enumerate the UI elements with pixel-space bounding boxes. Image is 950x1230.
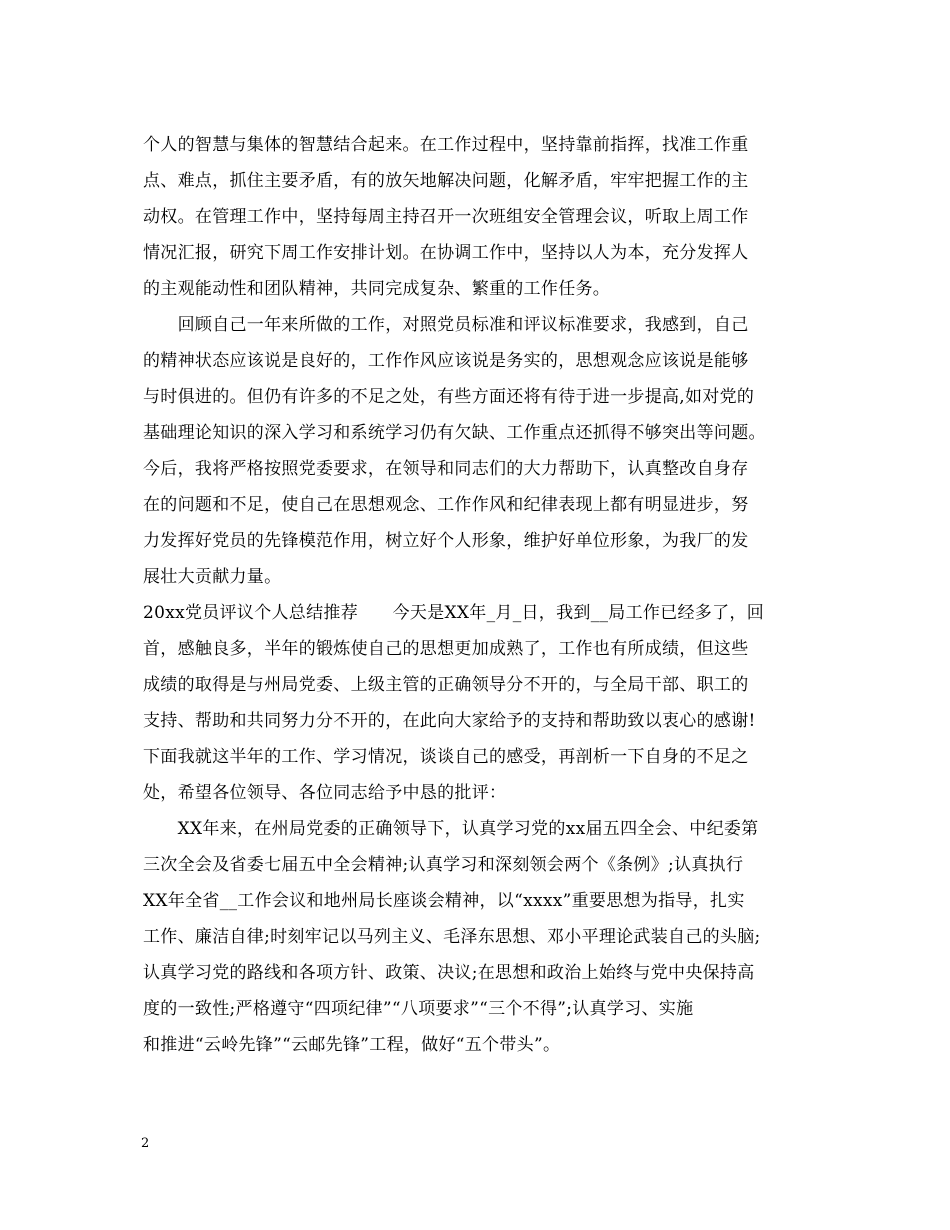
text-line: 处，希望各位领导、各位同志给予中恳的批评： xyxy=(143,783,507,803)
text-line: 点、难点，抓住主要矛盾，有的放矢地解决问题，化解矛盾，牢牢把握工作的主 xyxy=(143,171,749,191)
body-text xyxy=(143,127,808,1063)
text-line: 三次全会及省委七届五中全会精神;认真学习和深刻领会两个《条例》;认真执行 xyxy=(143,855,744,875)
text-line: 工作、廉洁自律;时刻牢记以马列主义、毛泽东思想、邓小平理论武装自己的头脑; xyxy=(143,927,761,947)
text-line: 20xx党员评议个人总结推荐 今天是XX年_月_日，我到__局工作已经多了，回 xyxy=(143,603,765,623)
text-line: 今后，我将严格按照党委要求，在领导和同志们的大力帮助下，认真整改自身存 xyxy=(143,459,749,479)
text-line: 个人的智慧与集体的智慧结合起来。在工作过程中，坚持靠前指挥，找准工作重 xyxy=(143,135,749,155)
text-line: 动权。在管理工作中，坚持每周主持召开一次班组安全管理会议，听取上周工作 xyxy=(143,207,749,227)
text-line: 展壮大贡献力量。 xyxy=(143,567,282,587)
text-line: 成绩的取得是与州局党委、上级主管的正确领导分不开的，与全局干部、职工的 xyxy=(143,675,749,695)
text-line: 和推进“云岭先锋”“云邮先锋”工程，做好“五个带头”。 xyxy=(143,1035,561,1055)
text-line: 回顾自己一年来所做的工作，对照党员标准和评议标准要求，我感到，自己 xyxy=(143,315,749,335)
text-line: 的精神状态应该说是良好的，工作作风应该说是务实的，思想观念应该说是能够 xyxy=(143,351,749,371)
text-line: 认真学习党的路线和各项方针、政策、决议;在思想和政治上始终与党中央保持高 xyxy=(143,963,755,983)
text-line: 度的一致性;严格遵守“四项纪律”“八项要求”“三个不得”;认真学习、实施 xyxy=(143,999,694,1019)
text-line: 的主观能动性和团队精神，共同完成复杂、繁重的工作任务。 xyxy=(143,279,611,299)
text-line: XX年来，在州局党委的正确领导下，认真学习党的xx届五四全会、中纪委第 xyxy=(143,819,759,839)
text-line: 支持、帮助和共同努力分不开的，在此向大家给予的支持和帮助致以衷心的感谢! xyxy=(143,711,756,731)
text-line: 情况汇报，研究下周工作安排计划。在协调工作中，坚持以人为本，充分发挥人 xyxy=(143,243,749,263)
text-line: 与时俱进的。但仍有许多的不足之处，有些方面还将有待于进一步提高,如对党的 xyxy=(143,387,755,407)
page-number: 2 xyxy=(141,1136,150,1151)
text-line: 力发挥好党员的先锋模范作用，树立好个人形象，维护好单位形象，为我厂的发 xyxy=(143,531,749,551)
text-line: 基础理论知识的深入学习和系统学习仍有欠缺、工作重点还抓得不够突出等问题。 xyxy=(143,423,766,443)
text-line: 下面我就这半年的工作、学习情况，谈谈自己的感受，再剖析一下自身的不足之 xyxy=(143,747,749,767)
text-line: 在的问题和不足，使自己在思想观念、工作作风和纪律表现上都有明显进步，努 xyxy=(143,495,749,515)
text-line: XX年全省__工作会议和地州局长座谈会精神，以“xxxx”重要思想为指导，扎实 xyxy=(143,891,745,911)
text-line: 首，感触良多，半年的锻炼使自己的思想更加成熟了，工作也有所成绩，但这些 xyxy=(143,639,749,659)
